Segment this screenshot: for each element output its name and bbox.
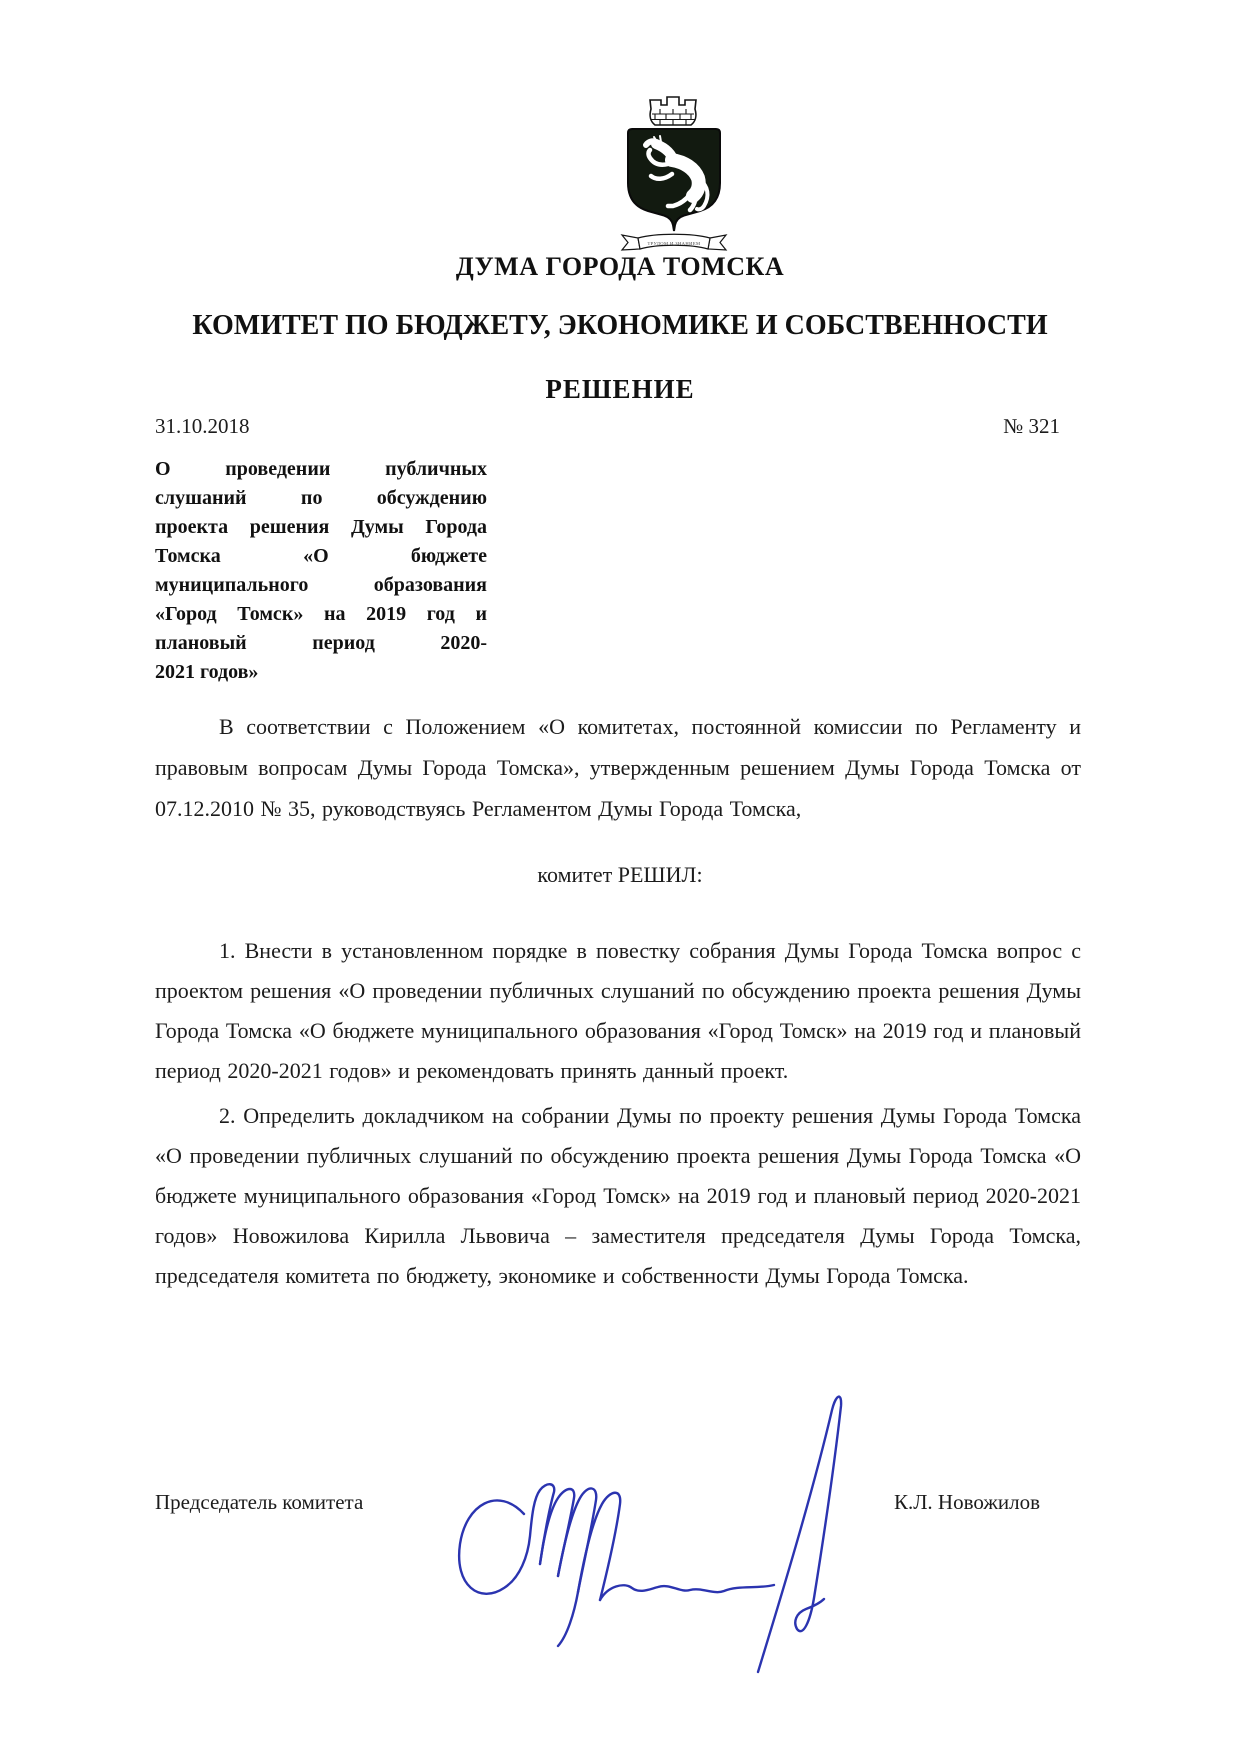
org-title: ДУМА ГОРОДА ТОМСКА [455,252,785,281]
signatory-name: К.Л. Новожилов [893,1490,1040,1514]
tomsk-coat-of-arms [594,88,754,258]
resolution-items [155,931,1081,1301]
preamble-paragraph: В соответствии с Положением «О комитетах, постоянной комиссии по Регламенту и правовым вопросам Думы Города Томска», утвержденным решением Думы Города Томска от 07.12.2010 № 35, руководствуясь Регламентом Думы Города Томска, [155,714,1081,821]
date-number-row [155,414,1085,439]
document-date: 31.10.2018 [155,414,250,438]
resolution-heading: комитет РЕШИЛ: [537,862,703,887]
subject-line: плановый период 2020- [155,632,487,654]
signature-row [155,1490,1085,1515]
motto-ribbon-icon [622,234,726,250]
subject-block [155,455,487,687]
subject-line: «Город Томск» на 2019 год и [155,603,487,625]
subject-line: 2021 годов» [155,661,259,683]
signature-image [428,1386,870,1678]
document-type-title: РЕШЕНИЕ [545,374,695,404]
subject-line: О проведении публичных [155,458,487,480]
resolution-item: 2. Определить докладчиком на собрании Думы по проекту решения Думы Города Томска «О проведении публичных слушаний по обсуждению проекта решения Думы Города Томска «О бюджете муниципального образования «Город Томск» на 2019 год и плановый период 2020-2021 годов» Новожилова Кирилла Львовича – заместителя председателя Думы Города Томска, председателя комитета по бюджету, экономике и собственности Думы Города Томска. [155,1103,1081,1288]
motto-text: ТРУДОМ И ЗНАНИЕМ [647,240,701,246]
subject-line: слушаний по обсуждению [155,487,487,509]
shield-icon [628,129,720,231]
subject-line: Томска «О бюджете [155,545,487,567]
subject-line: проекта решения Думы Города [155,516,487,538]
document-number: № 321 [1003,414,1060,438]
subject-line: муниципального образования [155,574,487,596]
resolution-item: 1. Внести в установленном порядке в повестку собрания Думы Города Томска вопрос с проектом решения «О проведении публичных слушаний по обсуждению проекта решения Думы Города Томска «О бюджете муниципального образования «Город Томск» на 2019 год и плановый период 2020-2021 годов» и рекомендовать принять данный проект. [155,938,1081,1083]
signature-position-label: Председатель комитета [155,1490,364,1514]
mural-crown-icon [650,97,696,125]
committee-title: КОМИТЕТ ПО БЮДЖЕТУ, ЭКОНОМИКЕ И СОБСТВЕННОСТИ [192,310,1048,341]
